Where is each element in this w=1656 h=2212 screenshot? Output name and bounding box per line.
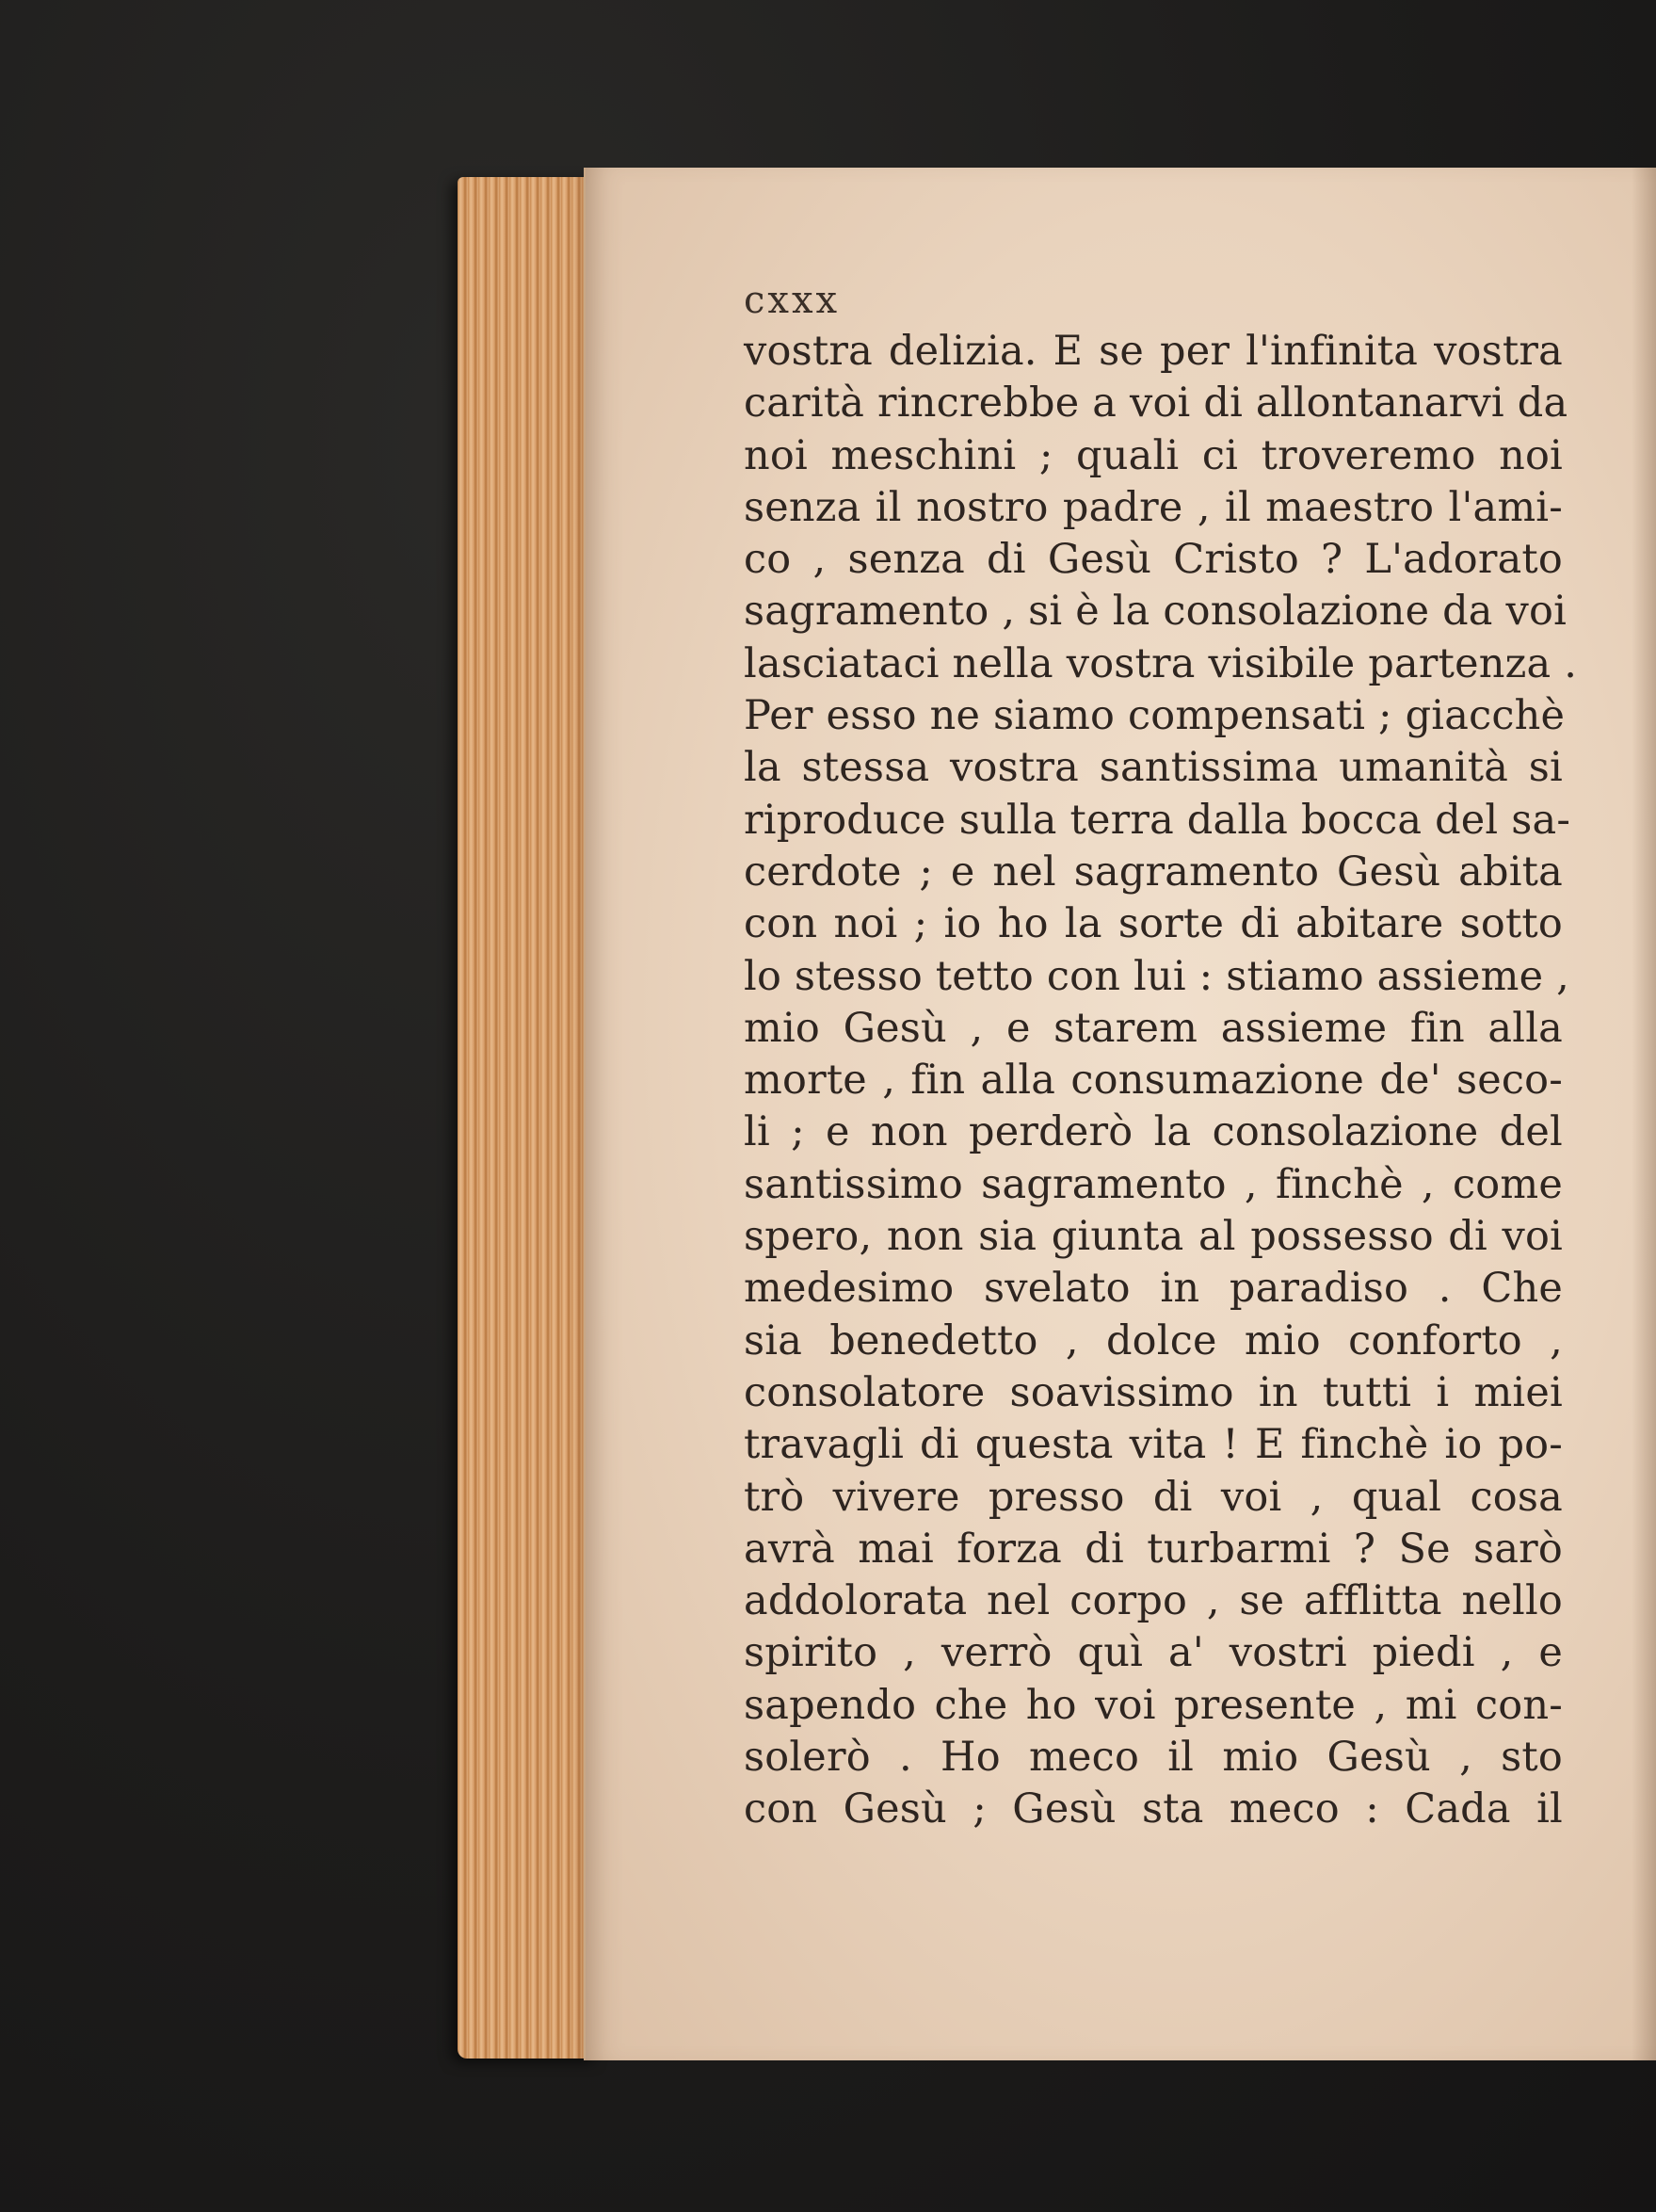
text-line: sia benedetto , dolce mio conforto , — [744, 1316, 1563, 1364]
text-line: addolorata nel corpo , se afflitta nello — [744, 1577, 1563, 1625]
text-line: trò vivere presso di voi , qual cosa — [744, 1473, 1563, 1521]
body-text — [744, 326, 1578, 1836]
text-line: co , senza di Gesù Cristo ? L'adorato — [744, 536, 1563, 584]
text-line: medesimo svelato in paradiso . Che — [744, 1265, 1563, 1313]
text-line: sapendo che ho voi presente , mi con- — [744, 1681, 1563, 1729]
text-line: riproduce sulla terra dalla bocca del sa- — [744, 796, 1571, 844]
text-line: lo stesso tetto con lui : stiamo assieme , — [744, 952, 1569, 1000]
text-line: solerò . Ho meco il mio Gesù , sto — [744, 1734, 1563, 1782]
text-line: noi meschini ; quali ci troveremo noi — [744, 431, 1563, 479]
text-line: cerdote ; e nel sagramento Gesù abita — [744, 848, 1563, 896]
text-line: avrà mai forza di turbarmi ? Se sarò — [744, 1525, 1563, 1573]
text-line: Per esso ne siamo compensati ; giacchè — [744, 692, 1566, 740]
text-line: senza il nostro padre , il maestro l'ami- — [744, 483, 1563, 531]
text-line: vostra delizia. E se per l'infinita vostra — [744, 328, 1563, 375]
page-number: cxxx — [744, 279, 841, 322]
text-line: la stessa vostra santissima umanità si — [744, 744, 1563, 792]
text-line: travagli di questa vita ! E finchè io po- — [744, 1421, 1563, 1469]
text-line: spero, non sia giunta al possesso di voi — [744, 1213, 1563, 1261]
book-page — [584, 168, 1656, 2060]
text-line: sagramento , si è la consolazione da voi — [744, 588, 1568, 636]
text-line: santissimo sagramento , finchè , come — [744, 1160, 1563, 1208]
text-line: mio Gesù , e starem assieme fin alla — [744, 1004, 1563, 1052]
text-line: con noi ; io ho la sorte di abitare sotto — [744, 900, 1563, 948]
book-page-edges — [458, 177, 599, 2059]
text-line: li ; e non perderò la consolazione del — [744, 1108, 1563, 1156]
text-line: carità rincrebbe a voi di allontanarvi da — [744, 379, 1568, 428]
text-line: spirito , verrò quì a' vostri piedi , e — [744, 1629, 1563, 1677]
text-line: con Gesù ; Gesù sta meco : Cada il — [744, 1785, 1563, 1833]
text-line: lasciataci nella vostra visibile partenza . — [744, 639, 1578, 687]
page-gutter-shadow — [1632, 168, 1656, 2060]
text-line: consolatore soavissimo in tutti i miei — [744, 1368, 1563, 1416]
text-line: morte , fin alla consumazione de' seco- — [744, 1057, 1563, 1105]
